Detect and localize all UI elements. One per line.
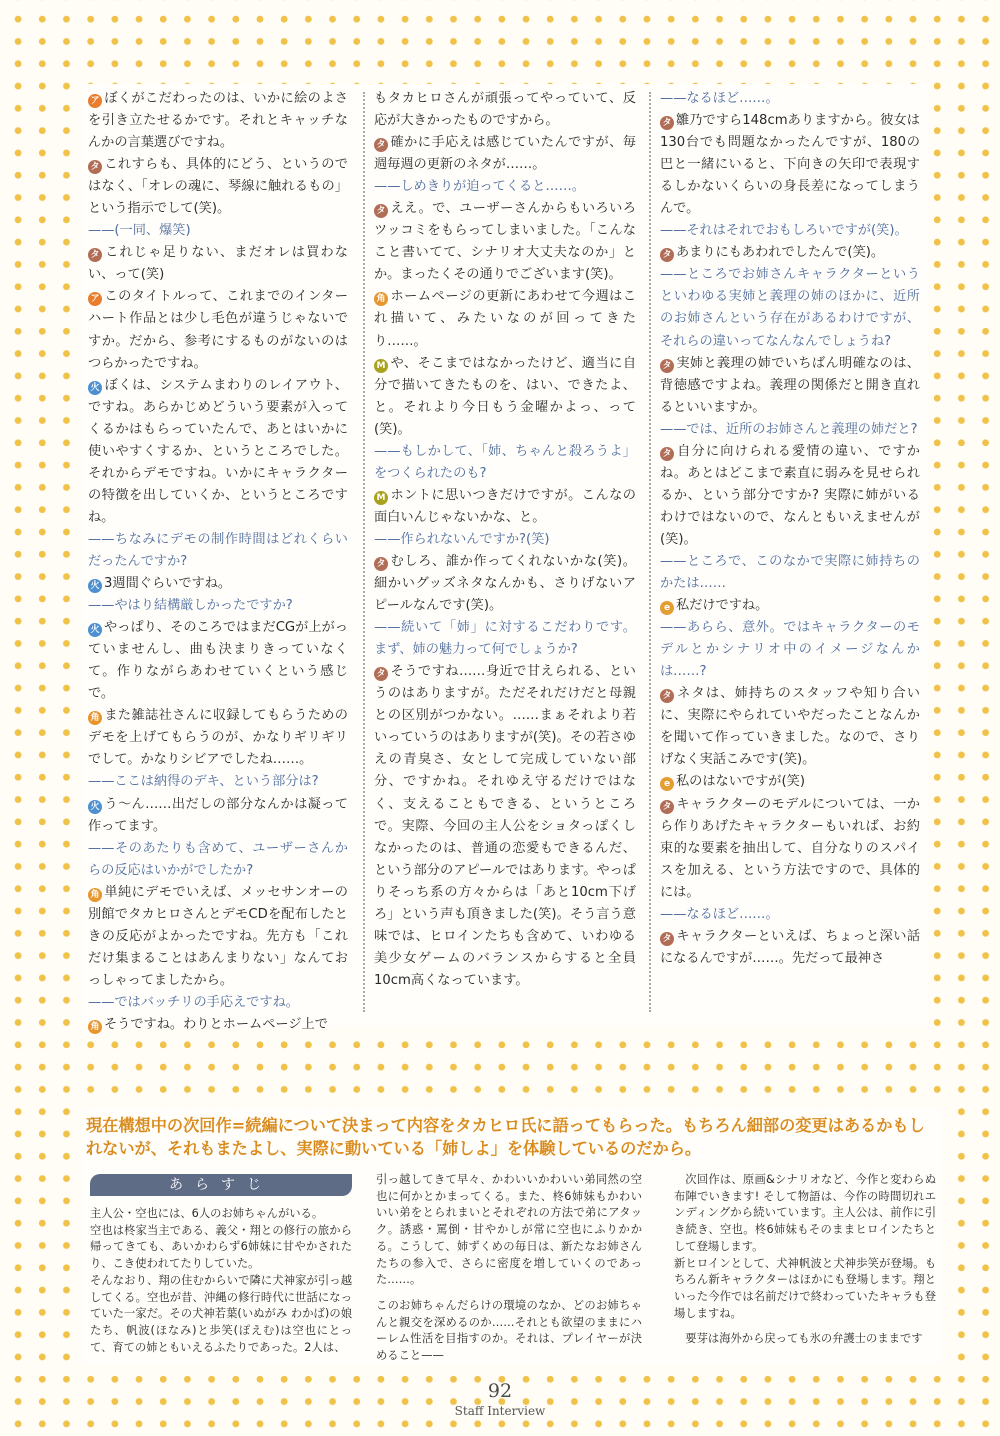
line-text: ——続いて「姉」に対するこだわりです。まず、姉の魅力って何でしょうか?: [374, 620, 636, 658]
line-text: そうですね……身近で甘えられる、というのはありますが。ただそれだけだと母親との区別がつかない。……まぁそれより若いっていうのはありますが(笑)。その若さゆえの青臭さ、女として完成していない部分、ですかね。それゆえ守るだけではなく、支えることもできる、というところで。実際、今回の主人公をショタっぽくしなかったのは、普通の恋愛もできるんだ、という部分のアピールではあります。やっぱりそっち系の方々からは「あと10cm下げろ」という声も頂きました(笑)。そう言う意味では、ヒロインたちも含めて、いわゆる美少女ゲームのバランスからすると全員10cm高くなっています。: [374, 664, 636, 988]
interview-line: [660, 441, 920, 551]
line-text: 自分に向けられる愛情の違い、ですかね。あとはどこまで素直に弱みを見せられるか、という部分ですか? 実際に姉がいるわけではないので、なんともいえませんが(笑)。: [660, 443, 920, 547]
speaker-badge: 角: [88, 888, 102, 902]
line-text: ——なるほど……。: [660, 91, 779, 106]
speaker-badge: タ: [374, 557, 388, 571]
interviewer-line: [374, 529, 636, 551]
line-text: ぼくは、システムまわりのレイアウト、ですね。あらかじめどういう要素が入ってくるかはもらっていたんで、あとはいかに使いやすくするか、というところでした。それからデモですね。いかにキャラクターの特徴を出していくか、というところですね。: [88, 377, 348, 525]
line-text: ——(一同、爆笑): [88, 223, 191, 239]
column-divider: [363, 92, 365, 1012]
line-text: ネタは、姉持ちのスタッフや知り合いに、実際にやられていやだったことなんかを聞いて作っていきました。なので、さりげなく実話こみです(笑)。: [660, 686, 920, 768]
line-text: ——やはり結構厳しかったですか?: [88, 598, 293, 614]
line-text: 私だけですね。: [676, 598, 769, 614]
speaker-badge: ア: [88, 292, 102, 306]
synopsis-paragraph: このお姉ちゃんだらけの環境のなか、どのお姉ちゃんと親交を深めるのか……それとも欲望のままにハーレム性活を目指すのか。それは、プレイヤーが決めること——: [376, 1298, 642, 1363]
line-text: あまりにもあわれでしたんで(笑)。: [676, 245, 885, 261]
speaker-badge: タ: [660, 248, 674, 262]
synopsis-paragraph: 主人公・空也には、6人のお姉ちゃんがいる。: [90, 1207, 324, 1220]
line-text: ——もしかして、「姉、ちゃんと殺ろうよ」をつくられたのも?: [374, 443, 636, 481]
interviewer-line: [660, 904, 920, 926]
line-text: 私のはないですが(笑): [676, 774, 805, 790]
speaker-badge: タ: [660, 447, 674, 461]
interviewer-line: [374, 617, 636, 661]
interview-line: [88, 286, 348, 374]
line-text: ——ここは納得のデキ、という部分は?: [88, 774, 319, 790]
interview-line: [374, 485, 636, 529]
interview-line: [660, 110, 920, 220]
interview-line: [374, 353, 636, 441]
interviewer-line: [660, 551, 920, 595]
line-text: 単純にデモでいえば、メッセサンオーの別館でタカヒロさんとデモCDを配布したときの反応がよかったですね。先方も「これだけ集まることはあんまりない」なんておっしゃってましたから。: [88, 884, 348, 988]
interviewer-line: [660, 617, 920, 683]
interview-column-3: [660, 88, 920, 970]
speaker-badge: タ: [88, 160, 102, 174]
next-work-panel: [82, 1108, 942, 1364]
line-text: ホントに思いつきだけですが。こんなの面白いんじゃないかな、と。: [374, 487, 636, 525]
interview-line: [88, 154, 348, 220]
line-text: これすらも、具体的にどう、というのではなく、「オレの魂に、琴線に触れるもの」という指示でして(笑)。: [88, 157, 348, 217]
line-text: キャラクターといえば、ちょっと深い話になるんですが……。先だって最神さ: [660, 928, 920, 966]
interview-line: [88, 882, 348, 992]
line-text: 確かに手応えは感じていたんですが、毎週毎週の更新のネタが……。: [374, 135, 636, 173]
interview-column-1: [88, 88, 348, 1036]
interviewer-line: [374, 176, 636, 198]
interview-line: [660, 926, 920, 970]
interview-line: [660, 353, 920, 419]
line-text: このタイトルって、これまでのインターハート作品とは少し毛色が違うじゃないですか。だから、参考にするものがないのはつらかったですね。: [88, 289, 348, 371]
interview-line: [88, 705, 348, 771]
speaker-badge: タ: [660, 689, 674, 703]
line-text: 実姉と義理の姉でいちばん明確なのは、背徳感ですよね。義理の関係だと開き直れるといいますか。: [660, 355, 920, 415]
synopsis-column-2: [376, 1172, 642, 1365]
line-text: ——しめきりが迫ってくると……。: [374, 179, 585, 195]
line-text: ——それはそれでおもしろいですが(笑)。: [660, 223, 908, 239]
interview-line: [374, 198, 636, 286]
line-text: ——ではバッチリの手応えですね。: [88, 994, 299, 1010]
speaker-badge: タ: [374, 138, 388, 152]
interview-line: [88, 573, 348, 595]
page-caption: Staff Interview: [454, 1404, 546, 1418]
speaker-badge: タ: [88, 248, 102, 262]
synopsis-paragraph: 引っ越してきて早々、かわいいかわいい弟同然の空也に何かとかまってくる。また、柊6姉妹もかわいいい弟をとられまいとそれぞれの方法で弟にアタック。誘惑・罵倒・甘やかしが常に空也にふりかかる。こうして、姉ずくめの毎日は、新たなお姉さんたちの参入で、さらに密度を増していくのであった……。: [376, 1173, 642, 1287]
interviewer-line: [88, 529, 348, 573]
next-work-info-column: [674, 1172, 936, 1348]
speaker-badge: M: [374, 359, 388, 373]
line-text: ——あらら、意外。ではキャラクターのモデルとかシナリオ中のイメージなんかは……?: [660, 620, 920, 680]
speaker-badge: タ: [374, 667, 388, 681]
speaker-badge: タ: [660, 116, 674, 130]
interviewer-line: [660, 220, 920, 242]
interview-line: [88, 242, 348, 286]
speaker-badge: e: [660, 777, 674, 791]
speaker-badge: タ: [660, 359, 674, 373]
interview-panel: [82, 84, 928, 1032]
interviewer-line: [88, 838, 348, 882]
synopsis-column-1: [90, 1206, 352, 1356]
speaker-badge: 角: [88, 711, 102, 725]
line-text: ええ。で、ユーザーさんからもいろいろツッコミをもらってしまいました。「こんなこと書いてて、シナリオ大丈夫なのか」とか。まったくその通りでございます(笑)。: [374, 201, 636, 283]
line-text: ——ところでお姉さんキャラクターというといわゆる実姉と義理の姉のほかに、近所のお姉さんという存在があるわけですが、それらの違いってなんなんでしょうね?: [660, 267, 920, 349]
speaker-badge: タ: [660, 800, 674, 814]
interviewer-line: [88, 992, 348, 1014]
line-text: 雛乃ですら148cmありますから。彼女は130台でも問題なかったんですが、180の巴と一緒にいると、下向きの矢印で表現するしかないくらいの身長差になってしまうんで。: [660, 113, 920, 217]
synopsis-paragraph: そんなおり、翔の住むからいで隣に犬神家が引っ越してくる。空也が昔、沖縄の修行時代に世話になっていた一家だ。その犬神若葉(いぬがみ わかば)の娘たち、帆波(ほなみ)と歩笑(ぽえむ)は空也にとって、育ての姉ともいえるふたりであった。2人は、: [90, 1273, 352, 1354]
line-text: そうですね。わりとホームページ上で: [104, 1016, 328, 1032]
interview-line: [374, 551, 636, 617]
line-text: キャラクターのモデルについては、一から作りあげたキャラクターもいれば、お約束的な要素を抽出して、自分なりのスパイスを加える、という方法ですので、具体的には。: [660, 796, 920, 900]
speaker-badge: タ: [660, 932, 674, 946]
speaker-badge: 火: [88, 381, 102, 395]
interview-line: [88, 617, 348, 705]
interview-line: [374, 132, 636, 176]
line-text: ——ちなみにデモの制作時間はどれくらいだったんですか?: [88, 531, 348, 569]
interview-line: [374, 661, 636, 992]
line-text: ぼくがこだわったのは、いかに絵のよさを引き立たせるかです。それとキャッチなんかの言葉選びですね。: [88, 91, 348, 151]
speaker-badge: 角: [88, 1020, 102, 1034]
interview-line: [88, 375, 348, 529]
speaker-badge: ア: [88, 94, 102, 108]
line-text: ——では、近所のお姉さんと義理の姉だと?: [660, 421, 918, 437]
speaker-badge: 角: [374, 292, 388, 306]
line-text: う〜ん……出だしの部分なんかは凝って作ってます。: [88, 796, 348, 834]
interview-line: [660, 794, 920, 904]
interview-line: [660, 242, 920, 264]
interview-line: [660, 771, 920, 793]
interviewer-line: [660, 88, 920, 110]
interview-line: [374, 286, 636, 352]
interview-column-2: [374, 88, 636, 992]
line-text: もタカヒロさんが頑張ってやっていて、反応が大きかったものですから。: [374, 91, 636, 129]
synopsis-heading: あらすじ: [90, 1174, 352, 1196]
page-number: 92: [487, 1380, 513, 1402]
next-work-lead: 現在構想中の次回作=続編について決まって内容をタカヒロ氏に語ってもらった。もちろん細部の変更はあるかもしれないが、それもまたよし、実際に動いている「姉しよ」を体験しているのだから。: [86, 1116, 925, 1158]
interview-line: [88, 794, 348, 838]
next-work-paragraph: 次回作は、原画&シナリオなど、今作と変わらぬ布陣でいきます! そして物語は、今作の時間切れエンディングから続いています。主人公は、前作に引き続き、空也。柊6姉妹もそのままヒロインたちとして登場します。: [674, 1173, 936, 1253]
interview-line: [660, 683, 920, 771]
speaker-badge: 火: [88, 623, 102, 637]
column-divider: [649, 92, 651, 1012]
speaker-badge: タ: [374, 204, 388, 218]
line-text: むしろ、誰か作ってくれないかな(笑)。細かいグッズネタなんかも、さりげないアピールなんです(笑)。: [374, 553, 636, 614]
interviewer-line: [374, 441, 636, 485]
line-text: や、そこまではなかったけど、適当に自分で描いてきたものを、はい、できたよ、と。それより今日もう金曜かよっ、って(笑)。: [374, 355, 636, 437]
interviewer-line: [660, 419, 920, 441]
interviewer-line: [88, 771, 348, 793]
line-text: やっぱり、そのころではまだCGが上がっていませんし、曲も決まりきっていなくて。作りながらあわせていくという感じで。: [88, 620, 348, 702]
line-text: これじゃ足りない、まだオレは買わない、って(笑): [88, 245, 348, 283]
interviewer-line: [88, 220, 348, 242]
interviewer-line: [660, 264, 920, 352]
next-work-paragraph: 要芽は海外から戻っても氷の弁護士のままです: [685, 1332, 923, 1346]
line-text: ——そのあたりも含めて、ユーザーさんからの反応はいかがでしたか?: [88, 840, 348, 878]
line-text: ——ところで、このなかで実際に姉持ちのかたは……: [660, 553, 920, 592]
interview-line: [660, 595, 920, 617]
line-text: ホームページの更新にあわせて今週はこれ描いて、みたいなのが回ってきたり……。: [374, 289, 636, 349]
synopsis-paragraph: 空也は柊家当主である、義父・翔との修行の旅から帰ってきても、あいかわらず6姉妹に甘やかされたり、こき使われてたりしていた。: [90, 1223, 352, 1271]
next-work-paragraph: 新ヒロインとして、犬神帆波と犬神歩笑が登場。もちろん新キャラクターはほかにも登場します。翔といった今作では名前だけで終わっていたキャラも登場しますね。: [674, 1256, 936, 1320]
line-text: ——なるほど……。: [660, 906, 779, 922]
line-text: 3週間ぐらいですね。: [104, 576, 232, 592]
line-text: ——作られないんですか?(笑): [374, 531, 550, 547]
interview-line: [88, 88, 348, 154]
speaker-badge: e: [660, 601, 674, 615]
line-text: また雑誌社さんに収録してもらうためのデモを上げてもらうのが、かなりギリギリでして。かなりシビアでしたね……。: [88, 708, 348, 768]
speaker-badge: M: [374, 491, 388, 505]
interviewer-line: [88, 595, 348, 617]
interview-line: [88, 1014, 348, 1036]
speaker-badge: 火: [88, 800, 102, 814]
interview-line: [374, 88, 636, 132]
speaker-badge: 火: [88, 579, 102, 593]
